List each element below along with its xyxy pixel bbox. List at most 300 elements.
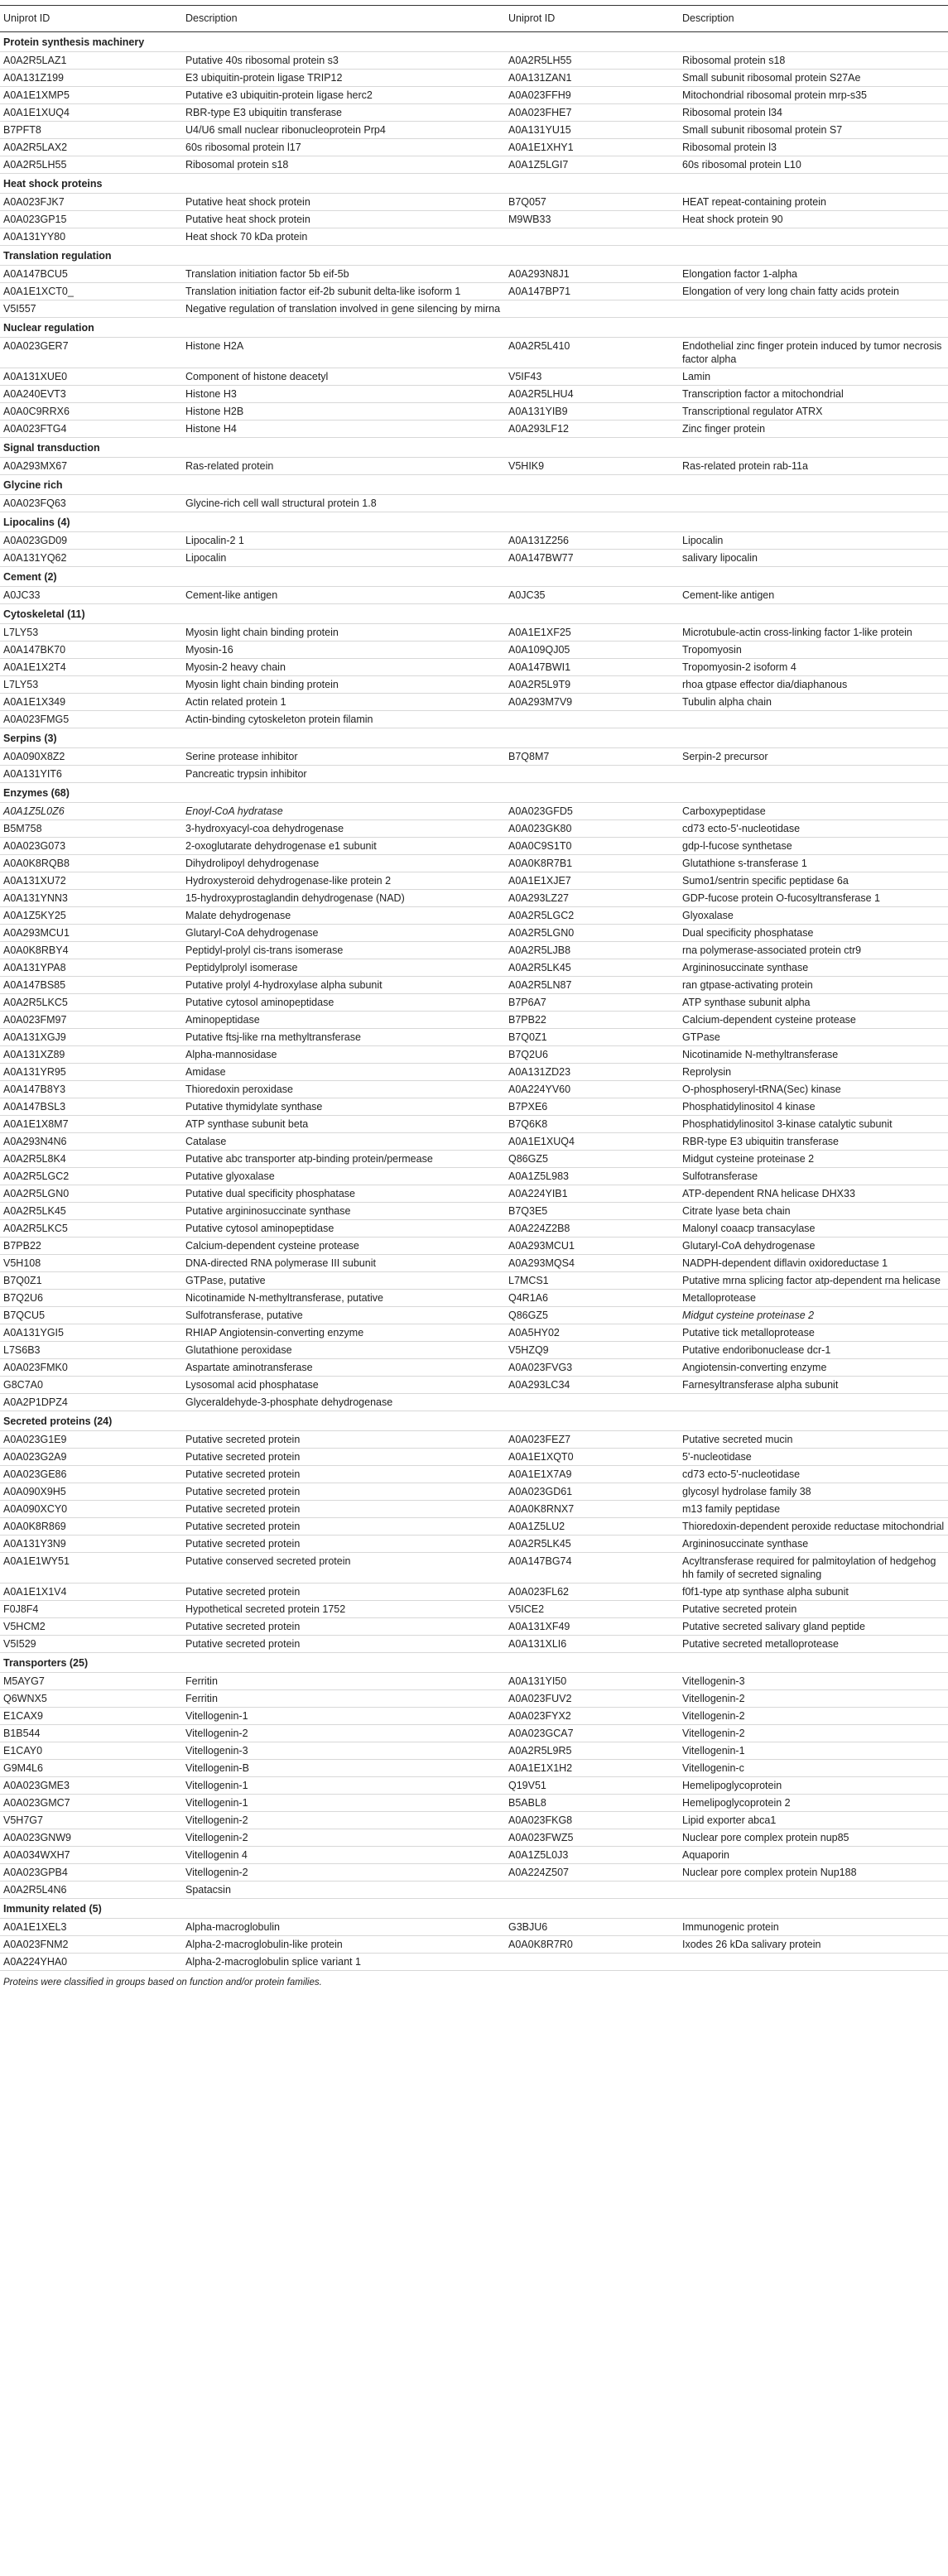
description-left: Vitellogenin-1 [182, 1777, 505, 1795]
uniprot-id-right: A0A2R5LGN0 [505, 925, 679, 942]
group-header-row [0, 475, 948, 495]
description-left: Myosin light chain binding protein [182, 676, 505, 694]
uniprot-id-left: A0A2R5LKC5 [0, 994, 182, 1012]
table-row [0, 1536, 948, 1553]
uniprot-id-right: B7Q8M7 [505, 748, 679, 766]
uniprot-id-right: A0JC35 [505, 587, 679, 604]
uniprot-id-right: B7Q2U6 [505, 1046, 679, 1064]
description-right: Glutathione s-transferase 1 [679, 855, 948, 872]
uniprot-id-right: A0A131ZAN1 [505, 70, 679, 87]
table-row [0, 959, 948, 977]
uniprot-id-left: F0J8F4 [0, 1601, 182, 1618]
table-row [0, 1012, 948, 1029]
table-row [0, 1342, 948, 1359]
table-row [0, 228, 948, 246]
description-right: Malonyl coaacp transacylase [679, 1220, 948, 1238]
uniprot-id-right: V5HZQ9 [505, 1342, 679, 1359]
uniprot-id-right: A0A147BG74 [505, 1553, 679, 1584]
description-left: Hydroxysteroid dehydrogenase-like protein 2 [182, 872, 505, 890]
description-left: Glutaryl-CoA dehydrogenase [182, 925, 505, 942]
table-row [0, 659, 948, 676]
table-row [0, 1046, 948, 1064]
description-left: Actin-binding cytoskeleton protein filamin [182, 711, 505, 728]
group-header-row [0, 32, 948, 52]
description-right: Immunogenic protein [679, 1919, 948, 1936]
description-left: Alpha-2-macroglobulin splice variant 1 [182, 1954, 505, 1971]
uniprot-id-left: A0A2R5L4N6 [0, 1882, 182, 1899]
uniprot-id-right: A0A2R5LHU4 [505, 386, 679, 403]
uniprot-id-left: A0A2R5LGC2 [0, 1168, 182, 1185]
uniprot-id-left: A0A2R5LGN0 [0, 1185, 182, 1203]
uniprot-id-right: B7PB22 [505, 1012, 679, 1029]
uniprot-id-left: A0A2P1DPZ4 [0, 1394, 182, 1411]
uniprot-id-left: A0A131XGJ9 [0, 1029, 182, 1046]
description-left: Vitellogenin-1 [182, 1795, 505, 1812]
description-left: Alpha-2-macroglobulin-like protein [182, 1936, 505, 1954]
description-left: Putative heat shock protein [182, 194, 505, 211]
description-right: Vitellogenin-2 [679, 1690, 948, 1708]
description-right [679, 1394, 948, 1411]
footnote: Proteins were classified in groups based on function and/or protein families. [0, 1971, 948, 1992]
uniprot-id-right: A0A5HY02 [505, 1324, 679, 1342]
description-right: Vitellogenin-c [679, 1760, 948, 1777]
description-right: Midgut cysteine proteinase 2 [679, 1307, 948, 1324]
description-right: Mitochondrial ribosomal protein mrp-s35 [679, 87, 948, 104]
uniprot-id-left: A0A131XUE0 [0, 368, 182, 386]
description-right: Putative secreted mucin [679, 1431, 948, 1449]
uniprot-id-right: A0A147BWI1 [505, 659, 679, 676]
table-row [0, 1185, 948, 1203]
description-left: Putative cytosol aminopeptidase [182, 1220, 505, 1238]
uniprot-id-left: B7Q2U6 [0, 1290, 182, 1307]
description-right: Angiotensin-converting enzyme [679, 1359, 948, 1377]
uniprot-id-right: A0A131YIB9 [505, 403, 679, 421]
uniprot-id-left: A0A1E1X2T4 [0, 659, 182, 676]
description-left: Glutathione peroxidase [182, 1342, 505, 1359]
description-right: Nuclear pore complex protein nup85 [679, 1829, 948, 1847]
uniprot-id-left: A0A0K8RQB8 [0, 855, 182, 872]
uniprot-id-left: B1B544 [0, 1725, 182, 1742]
table-row [0, 211, 948, 228]
description-right: Citrate lyase beta chain [679, 1203, 948, 1220]
uniprot-id-right [505, 300, 679, 318]
uniprot-id-right: A0A1E1XQT0 [505, 1449, 679, 1466]
description-left: Cement-like antigen [182, 587, 505, 604]
table-row [0, 1936, 948, 1954]
description-left: 60s ribosomal protein l17 [182, 139, 505, 156]
uniprot-id-right: A0A293N8J1 [505, 266, 679, 283]
table-row [0, 1518, 948, 1536]
table-row [0, 283, 948, 300]
description-left: Vitellogenin-2 [182, 1829, 505, 1847]
uniprot-id-left: L7LY53 [0, 676, 182, 694]
group-title: Protein synthesis machinery [0, 32, 948, 52]
group-header-row [0, 1411, 948, 1431]
uniprot-id-right [505, 1954, 679, 1971]
group-title: Immunity related (5) [0, 1899, 948, 1919]
uniprot-id-left: A0A147B8Y3 [0, 1081, 182, 1098]
description-right: Putative secreted metalloprotease [679, 1636, 948, 1653]
description-left: Lysosomal acid phosphatase [182, 1377, 505, 1394]
description-left: Malate dehydrogenase [182, 907, 505, 925]
description-right: Zinc finger protein [679, 421, 948, 438]
description-right: 60s ribosomal protein L10 [679, 156, 948, 174]
uniprot-id-right: A0A023FL62 [505, 1584, 679, 1601]
table-row [0, 1431, 948, 1449]
description-right: Calcium-dependent cysteine protease [679, 1012, 948, 1029]
table-row [0, 458, 948, 475]
table-row [0, 1151, 948, 1168]
table-row [0, 1882, 948, 1899]
uniprot-id-left: A0A1E1XCT0_ [0, 283, 182, 300]
uniprot-id-right: B7Q057 [505, 194, 679, 211]
uniprot-id-right: Q4R1A6 [505, 1290, 679, 1307]
uniprot-id-left: A0A147BS85 [0, 977, 182, 994]
uniprot-id-left: A0A1E1WY51 [0, 1553, 182, 1584]
uniprot-id-right: A0A109QJ05 [505, 642, 679, 659]
table-row [0, 104, 948, 122]
description-left: Putative secreted protein [182, 1449, 505, 1466]
uniprot-id-right: A0A023FWZ5 [505, 1829, 679, 1847]
uniprot-id-left: B7QCU5 [0, 1307, 182, 1324]
table-row [0, 1238, 948, 1255]
table-row [0, 338, 948, 368]
table-footer [0, 1971, 948, 1992]
description-right: salivary lipocalin [679, 550, 948, 567]
uniprot-id-right: A0A131YI50 [505, 1673, 679, 1690]
group-header-row [0, 604, 948, 624]
uniprot-id-right [505, 711, 679, 728]
uniprot-id-right: B7Q3E5 [505, 1203, 679, 1220]
description-right: Ixodes 26 kDa salivary protein [679, 1936, 948, 1954]
uniprot-id-left: E1CAX9 [0, 1708, 182, 1725]
description-right: Nicotinamide N-methyltransferase [679, 1046, 948, 1064]
uniprot-id-right [505, 1882, 679, 1899]
uniprot-id-left: A0A131XU72 [0, 872, 182, 890]
uniprot-id-right: A0A023FFH9 [505, 87, 679, 104]
table-row [0, 624, 948, 642]
table-row [0, 890, 948, 907]
group-header-row [0, 246, 948, 266]
uniprot-id-left: A0A0K8R869 [0, 1518, 182, 1536]
table-row [0, 266, 948, 283]
uniprot-id-left: A0A293N4N6 [0, 1133, 182, 1151]
group-title: Lipocalins (4) [0, 512, 948, 532]
uniprot-id-right: A0A293LF12 [505, 421, 679, 438]
uniprot-id-left: V5I557 [0, 300, 182, 318]
table-row [0, 907, 948, 925]
description-right: GDP-fucose protein O-fucosyltransferase 1 [679, 890, 948, 907]
description-left: Vitellogenin-2 [182, 1864, 505, 1882]
uniprot-id-left: V5HCM2 [0, 1618, 182, 1636]
table-row [0, 1795, 948, 1812]
description-right: Lamin [679, 368, 948, 386]
description-left: Translation initiation factor 5b eif-5b [182, 266, 505, 283]
uniprot-id-left: E1CAY0 [0, 1742, 182, 1760]
description-left: Vitellogenin 4 [182, 1847, 505, 1864]
table-row [0, 1725, 948, 1742]
description-right: RBR-type E3 ubiquitin transferase [679, 1133, 948, 1151]
uniprot-id-right: A0A1Z5LU2 [505, 1518, 679, 1536]
group-header-row [0, 174, 948, 194]
description-left: Calcium-dependent cysteine protease [182, 1238, 505, 1255]
description-right: Heat shock protein 90 [679, 211, 948, 228]
description-left: Translation initiation factor eif-2b subunit delta-like isoform 1 [182, 283, 505, 300]
table-row [0, 711, 948, 728]
description-right: ATP-dependent RNA helicase DHX33 [679, 1185, 948, 1203]
uniprot-id-right: A0A2R5LJB8 [505, 942, 679, 959]
description-left: Ferritin [182, 1673, 505, 1690]
uniprot-id-left: A0A023FM97 [0, 1012, 182, 1029]
uniprot-id-right: B7PXE6 [505, 1098, 679, 1116]
description-left: Putative secreted protein [182, 1518, 505, 1536]
description-left: Lipocalin-2 1 [182, 532, 505, 550]
description-right: Vitellogenin-2 [679, 1708, 948, 1725]
description-right: Microtubule-actin cross-linking factor 1-like protein [679, 624, 948, 642]
uniprot-id-right: A0A224Z507 [505, 1864, 679, 1882]
table-row [0, 1618, 948, 1636]
group-header-row [0, 783, 948, 803]
header-uniprot-id-right: Uniprot ID [505, 6, 679, 32]
uniprot-id-right: A0A293LZ27 [505, 890, 679, 907]
group-title: Nuclear regulation [0, 318, 948, 338]
description-left: Putative abc transporter atp-binding protein/permease [182, 1151, 505, 1168]
description-left: Aminopeptidase [182, 1012, 505, 1029]
description-right: Vitellogenin-2 [679, 1725, 948, 1742]
uniprot-id-left: L7LY53 [0, 624, 182, 642]
description-left: Lipocalin [182, 550, 505, 567]
table-row [0, 1601, 948, 1618]
description-right: Vitellogenin-1 [679, 1742, 948, 1760]
description-left: Nicotinamide N-methyltransferase, putative [182, 1290, 505, 1307]
uniprot-id-right: V5IF43 [505, 368, 679, 386]
uniprot-id-right: A0A023FHE7 [505, 104, 679, 122]
group-title: Translation regulation [0, 246, 948, 266]
uniprot-id-left: A0A2R5LK45 [0, 1203, 182, 1220]
uniprot-id-left: A0A090XCY0 [0, 1501, 182, 1518]
description-right: Small subunit ribosomal protein S7 [679, 122, 948, 139]
description-right: Ribosomal protein l3 [679, 139, 948, 156]
uniprot-id-left: A0A090X9H5 [0, 1483, 182, 1501]
description-left: Putative secreted protein [182, 1584, 505, 1601]
uniprot-id-right: A0A224YV60 [505, 1081, 679, 1098]
uniprot-id-left: A0A2R5L8K4 [0, 1151, 182, 1168]
uniprot-id-right: A0A1E1XUQ4 [505, 1133, 679, 1151]
table-row [0, 1829, 948, 1847]
uniprot-id-left: A0A034WXH7 [0, 1847, 182, 1864]
uniprot-id-left: A0A023GE86 [0, 1466, 182, 1483]
description-right: Lipocalin [679, 532, 948, 550]
uniprot-id-right: A0A1E1XJE7 [505, 872, 679, 890]
table-row [0, 1029, 948, 1046]
uniprot-id-left: A0A131YNN3 [0, 890, 182, 907]
uniprot-id-right: A0A023FYX2 [505, 1708, 679, 1725]
table-row [0, 1501, 948, 1518]
uniprot-id-right: A0A023FVG3 [505, 1359, 679, 1377]
group-title: Serpins (3) [0, 728, 948, 748]
uniprot-id-left: A0A1E1XUQ4 [0, 104, 182, 122]
table-row [0, 368, 948, 386]
table-row [0, 87, 948, 104]
group-header-row [0, 567, 948, 587]
uniprot-id-right: A0A0K8R7B1 [505, 855, 679, 872]
table-row [0, 1449, 948, 1466]
description-right: Carboxypeptidase [679, 803, 948, 820]
description-right: Aquaporin [679, 1847, 948, 1864]
uniprot-id-left: A0A090X8Z2 [0, 748, 182, 766]
description-left: Putative glyoxalase [182, 1168, 505, 1185]
uniprot-id-right: A0A131YU15 [505, 122, 679, 139]
uniprot-id-right: A0A131Z256 [505, 532, 679, 550]
description-left: Putative conserved secreted protein [182, 1553, 505, 1584]
uniprot-id-right: Q86GZ5 [505, 1307, 679, 1324]
group-header-row [0, 728, 948, 748]
group-header-row [0, 438, 948, 458]
group-title: Heat shock proteins [0, 174, 948, 194]
uniprot-id-left: L7S6B3 [0, 1342, 182, 1359]
table-row [0, 872, 948, 890]
description-right: Putative secreted protein [679, 1601, 948, 1618]
description-right: Putative tick metalloprotease [679, 1324, 948, 1342]
table-row [0, 70, 948, 87]
uniprot-id-right: A0A2R5LGC2 [505, 907, 679, 925]
description-left: U4/U6 small nuclear ribonucleoprotein Prp4 [182, 122, 505, 139]
uniprot-id-right: A0A2R5L9T9 [505, 676, 679, 694]
uniprot-id-left: A0A023G1E9 [0, 1431, 182, 1449]
description-left: Thioredoxin peroxidase [182, 1081, 505, 1098]
table-row [0, 838, 948, 855]
uniprot-id-left: A0A1Z5L0Z6 [0, 803, 182, 820]
description-right: Metalloprotease [679, 1290, 948, 1307]
description-right: Ribosomal protein l34 [679, 104, 948, 122]
table-row [0, 977, 948, 994]
uniprot-id-right [505, 1394, 679, 1411]
description-left: Pancreatic trypsin inhibitor [182, 766, 505, 783]
uniprot-id-left: A0A1E1X8M7 [0, 1116, 182, 1133]
description-left: Histone H2A [182, 338, 505, 368]
description-right: Reprolysin [679, 1064, 948, 1081]
description-left: 15-hydroxyprostaglandin dehydrogenase (NAD) [182, 890, 505, 907]
group-title: Secreted proteins (24) [0, 1411, 948, 1431]
description-left: Dihydrolipoyl dehydrogenase [182, 855, 505, 872]
description-right: Putative endoribonuclease dcr-1 [679, 1342, 948, 1359]
description-right: Lipid exporter abca1 [679, 1812, 948, 1829]
table-row [0, 1673, 948, 1690]
uniprot-id-right: A0A147BP71 [505, 283, 679, 300]
uniprot-id-left: A0A023GPB4 [0, 1864, 182, 1882]
uniprot-id-left: A0A023FNM2 [0, 1936, 182, 1954]
description-left: Myosin-16 [182, 642, 505, 659]
uniprot-id-right: A0A2R5L9R5 [505, 1742, 679, 1760]
uniprot-id-left: A0A293MX67 [0, 458, 182, 475]
uniprot-id-left: A0A147BCU5 [0, 266, 182, 283]
description-left: Putative secreted protein [182, 1501, 505, 1518]
uniprot-id-left: A0A1E1X349 [0, 694, 182, 711]
uniprot-id-left: A0A023GMC7 [0, 1795, 182, 1812]
uniprot-id-left: A0A023GP15 [0, 211, 182, 228]
description-right: Midgut cysteine proteinase 2 [679, 1151, 948, 1168]
table-row [0, 139, 948, 156]
table-row [0, 1168, 948, 1185]
description-left: Catalase [182, 1133, 505, 1151]
uniprot-id-left: A0A2R5LAZ1 [0, 52, 182, 70]
uniprot-id-right: A0A023GK80 [505, 820, 679, 838]
uniprot-id-left: A0A147BSL3 [0, 1098, 182, 1116]
table-row [0, 1636, 948, 1653]
uniprot-id-left: A0A1Z5KY25 [0, 907, 182, 925]
description-left: Putative heat shock protein [182, 211, 505, 228]
table-row [0, 803, 948, 820]
table-row [0, 1307, 948, 1324]
uniprot-id-right: A0A1E1X1H2 [505, 1760, 679, 1777]
uniprot-id-right: A0A224YIB1 [505, 1185, 679, 1203]
uniprot-id-right: A0A1E1X7A9 [505, 1466, 679, 1483]
description-left: Putative prolyl 4-hydroxylase alpha subunit [182, 977, 505, 994]
table-row [0, 1954, 948, 1971]
description-left: Myosin-2 heavy chain [182, 659, 505, 676]
description-left: Putative secreted protein [182, 1466, 505, 1483]
uniprot-id-right: A0A2R5LN87 [505, 977, 679, 994]
description-left: Alpha-macroglobulin [182, 1919, 505, 1936]
protein-table [0, 5, 948, 1991]
uniprot-id-left: A0A1E1X1V4 [0, 1584, 182, 1601]
table-row [0, 1847, 948, 1864]
description-left: GTPase, putative [182, 1272, 505, 1290]
uniprot-id-right: A0A293MCU1 [505, 1238, 679, 1255]
description-right [679, 1954, 948, 1971]
description-right: Hemelipoglycoprotein 2 [679, 1795, 948, 1812]
description-right: NADPH-dependent diflavin oxidoreductase 1 [679, 1255, 948, 1272]
group-header-row [0, 512, 948, 532]
uniprot-id-right: A0A0K8R7R0 [505, 1936, 679, 1954]
description-right: GTPase [679, 1029, 948, 1046]
uniprot-id-right: B7Q6K8 [505, 1116, 679, 1133]
description-left: DNA-directed RNA polymerase III subunit [182, 1255, 505, 1272]
description-right: Nuclear pore complex protein Nup188 [679, 1864, 948, 1882]
table-row [0, 1324, 948, 1342]
header-uniprot-id-left: Uniprot ID [0, 6, 182, 32]
table-row [0, 1116, 948, 1133]
uniprot-id-right: A0A0C9S1T0 [505, 838, 679, 855]
table-row [0, 694, 948, 711]
description-left: Putative ftsj-like rna methyltransferase [182, 1029, 505, 1046]
description-right: Putative secreted salivary gland peptide [679, 1618, 948, 1636]
uniprot-id-right: A0A131XLI6 [505, 1636, 679, 1653]
uniprot-id-right: A0A023FKG8 [505, 1812, 679, 1829]
description-left: Aspartate aminotransferase [182, 1359, 505, 1377]
uniprot-id-left: A0A131Y3N9 [0, 1536, 182, 1553]
description-right: Dual specificity phosphatase [679, 925, 948, 942]
uniprot-id-left: A0A2R5LH55 [0, 156, 182, 174]
uniprot-id-left: A0A023GER7 [0, 338, 182, 368]
uniprot-id-left: A0A1E1XEL3 [0, 1919, 182, 1936]
table-row [0, 1742, 948, 1760]
uniprot-id-left: A0A023FTG4 [0, 421, 182, 438]
description-right: Phosphatidylinositol 3-kinase catalytic subunit [679, 1116, 948, 1133]
table-row [0, 1133, 948, 1151]
description-left: Sulfotransferase, putative [182, 1307, 505, 1324]
uniprot-id-right: A0A023GD61 [505, 1483, 679, 1501]
table-row [0, 1377, 948, 1394]
description-left: Ras-related protein [182, 458, 505, 475]
table-row [0, 1708, 948, 1725]
uniprot-id-right: A0A023GFD5 [505, 803, 679, 820]
description-left: Vitellogenin-B [182, 1760, 505, 1777]
description-right [679, 300, 948, 318]
description-left: Alpha-mannosidase [182, 1046, 505, 1064]
uniprot-id-right: A0A023FUV2 [505, 1690, 679, 1708]
uniprot-id-right: V5ICE2 [505, 1601, 679, 1618]
